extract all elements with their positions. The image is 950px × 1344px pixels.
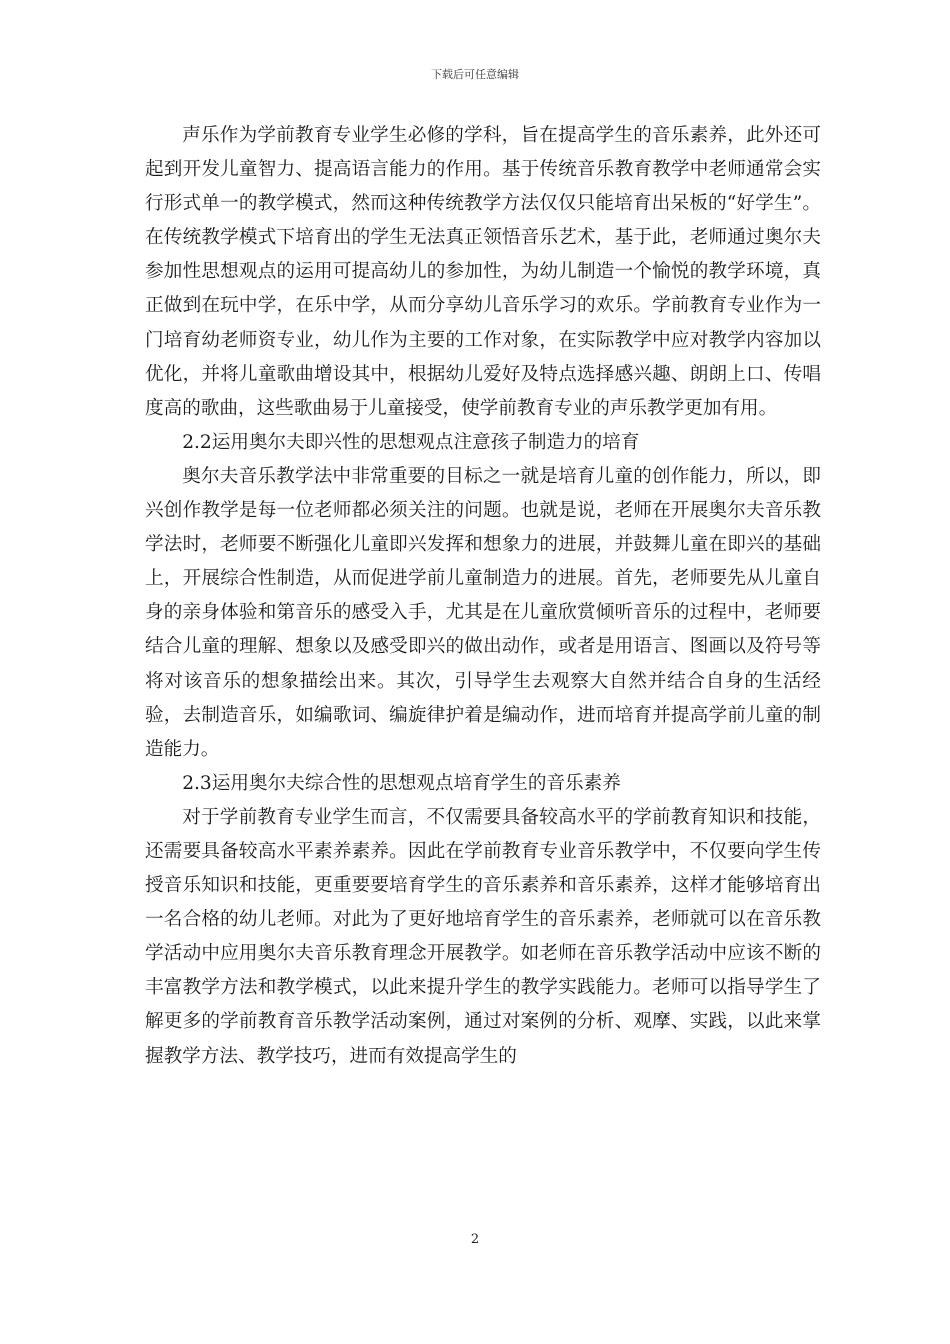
paragraph-vocal-music: 声乐作为学前教育专业学生必修的学科，旨在提高学生的音乐素养，此外还可起到开发儿童智力、提高语言能力的作用。基于传统音乐教育教学中老师通常会实行形式单一的教学模式，然而这种传统教学方法仅仅只能培育出呆板的“好学生”。在传统教学模式下培育出的学生无法真正领悟音乐艺术，基于此，老师通过奥尔夫参加性思想观点的运用可提高幼儿的参加性，为幼儿制造一个愉悦的教学环境，真正做到在玩中学，在乐中学，从而分享幼儿音乐学习的欢乐。学前教育专业作为一门培育幼老师资专业，幼儿作为主要的工作对象，在实际教学中应对教学内容加以优化，并将儿童歌曲增设其中，根据幼儿爱好及特点选择感兴趣、朗朗上口、传唱度高的歌曲，这些歌曲易于儿童接受，使学前教育专业的声乐教学更加有用。 [145,125,821,419]
paragraph-improvisation: 奥尔夫音乐教学法中非常重要的目标之一就是培育儿童的创作能力，所以，即兴创作教学是每一位老师都必须关注的问题。也就是说，老师在开展奥尔夫音乐教学法时，老师要不断强化儿童即兴发挥和想象力的进展，并鼓舞儿童在即兴的基础上，开展综合性制造，从而促进学前儿童制造力的进展。首先，老师要先从儿童自身的亲身体验和第音乐的感受入手，尤其是在儿童欣赏倾听音乐的过程中，老师要结合儿童的理解、想象以及感受即兴的做出动作，或者是用语言、图画以及符号等将对该音乐的想象描绘出来。其次，引导学生去观察大自然并结合自身的生活经验，去制造音乐，如编歌词、编旋律护着是编动作，进而培育并提高学前儿童的制造能力。 [145,465,821,760]
page-number: 2 [470,1232,480,1247]
paragraph-music-literacy: 对于学前教育专业学生而言，不仅需要具备较高水平的学前教育知识和技能，还需要具备较高水平素养素养。因此在学前教育专业音乐教学中，不仅要向学生传授音乐知识和技能，更重要要培育学生的音乐素养和音乐素养，这样才能够培育出一名合格的幼儿老师。对此为了更好地培育学生的音乐素养，老师就可以在音乐教学活动中应用奥尔夫音乐教育理念开展教学。如老师在音乐教学活动中应该不断的丰富教学方法和教学模式，以此来提升学生的教学实践能力。老师可以指导学生了解更多的学前教育音乐教学活动案例，通过对案例的分析、观摩、实践，以此来掌握教学方法、教学技巧，进而有效提高学生的 [145,806,821,1067]
section-heading-2-3: 2.3运用奥尔夫综合性的思想观点培育学生的音乐素养 [182,772,621,794]
document-body [145,119,821,1074]
page-header: 下载后可任意编辑 [431,68,519,81]
section-heading-2-2: 2.2运用奥尔夫即兴性的思想观点注意孩子制造力的培育 [182,431,640,453]
